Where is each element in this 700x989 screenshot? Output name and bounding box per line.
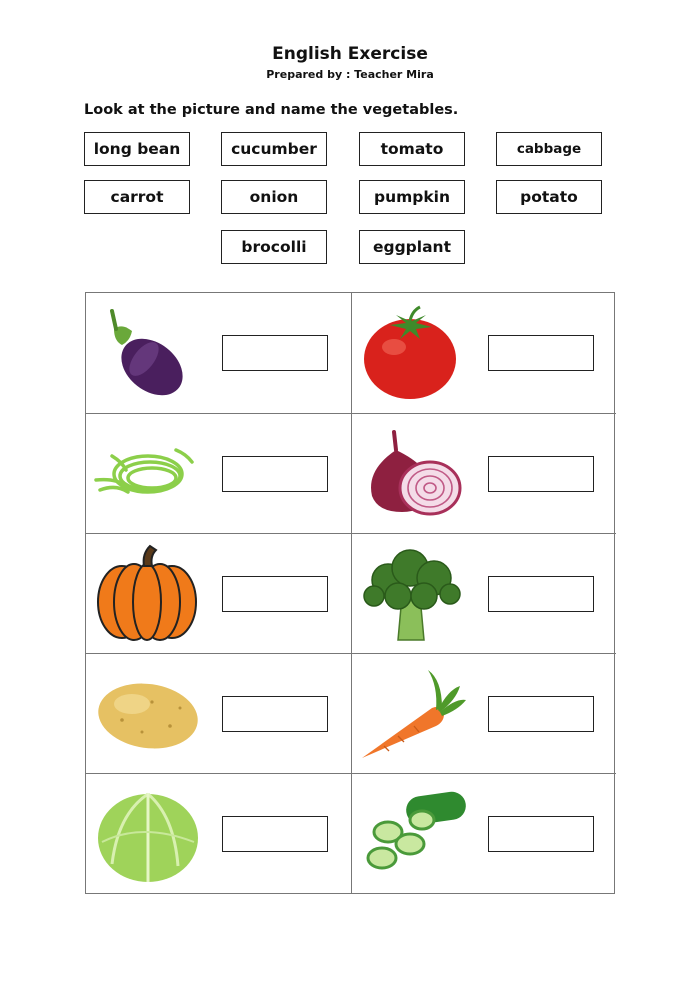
page-title: English Exercise <box>272 44 428 64</box>
onion-icon <box>358 420 468 528</box>
grid-cell <box>86 413 351 533</box>
long-bean-icon <box>92 420 202 528</box>
grid-cell <box>86 533 351 653</box>
cucumber-icon <box>358 780 468 888</box>
word-box-eggplant: eggplant <box>359 230 465 264</box>
word-box-brocolli: brocolli <box>221 230 327 264</box>
grid-cell <box>351 293 616 413</box>
potato-icon <box>92 660 202 768</box>
page-subtitle: Prepared by : Teacher Mira <box>266 68 434 81</box>
word-box-onion: onion <box>221 180 327 214</box>
answer-box[interactable] <box>222 335 328 371</box>
word-box-potato: potato <box>496 180 602 214</box>
instruction-text: Look at the picture and name the vegetables. <box>84 102 459 118</box>
word-box-tomato: tomato <box>359 132 465 166</box>
answer-box[interactable] <box>222 696 328 732</box>
word-box-pumpkin: pumpkin <box>359 180 465 214</box>
answer-box[interactable] <box>222 456 328 492</box>
grid-cell <box>351 773 616 893</box>
cabbage-icon <box>92 780 202 888</box>
carrot-icon <box>358 660 468 768</box>
picture-grid <box>85 292 615 894</box>
answer-box[interactable] <box>488 456 594 492</box>
grid-cell <box>351 533 616 653</box>
eggplant-icon <box>92 299 202 407</box>
grid-cell <box>86 653 351 773</box>
answer-box[interactable] <box>222 576 328 612</box>
answer-box[interactable] <box>222 816 328 852</box>
grid-cell <box>86 773 351 893</box>
answer-box[interactable] <box>488 816 594 852</box>
answer-box[interactable] <box>488 576 594 612</box>
word-box-long-bean: long bean <box>84 132 190 166</box>
word-box-cucumber: cucumber <box>221 132 327 166</box>
grid-cell <box>351 413 616 533</box>
answer-box[interactable] <box>488 696 594 732</box>
tomato-icon <box>358 299 468 407</box>
word-box-cabbage: cabbage <box>496 132 602 166</box>
grid-cell <box>351 653 616 773</box>
broccoli-icon <box>358 540 468 648</box>
grid-cell <box>86 293 351 413</box>
answer-box[interactable] <box>488 335 594 371</box>
pumpkin-icon <box>92 540 202 648</box>
word-box-carrot: carrot <box>84 180 190 214</box>
